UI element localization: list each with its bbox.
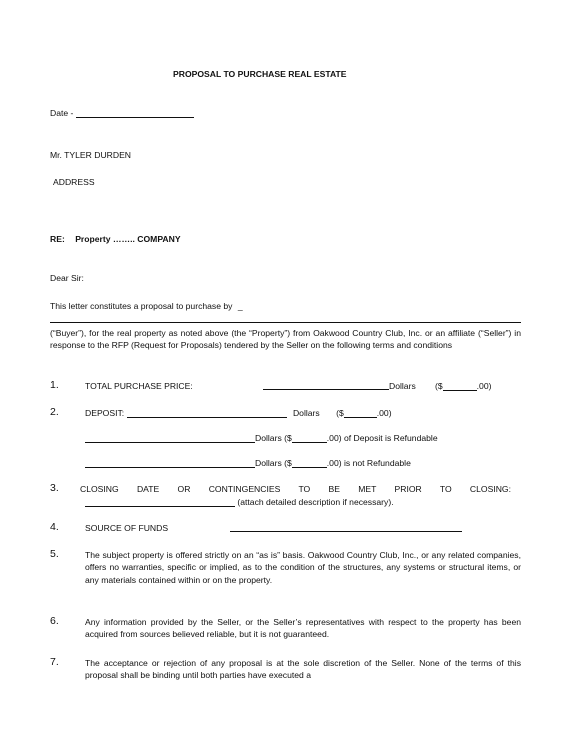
item-1-dollars: Dollars [389, 381, 416, 391]
deposit-words-blank[interactable] [127, 408, 287, 418]
intro-text: This letter constitutes a proposal to purchase by [50, 301, 233, 311]
item-2-paren-close: .00) [376, 408, 392, 418]
nonrefundable-amount-blank[interactable] [292, 458, 327, 468]
salutation: Dear Sir: [50, 273, 84, 283]
nonrefundable-dollars: Dollars ($ [255, 458, 292, 468]
buyer-name-line[interactable] [50, 322, 521, 323]
date-label: Date - [50, 108, 74, 118]
item-7-text: The acceptance or rejection of any proposal is at the sole discretion of the Seller. None of the terms of this proposal shall be binding until both parties have executed a [85, 658, 521, 681]
item-1-label: TOTAL PURCHASE PRICE: [85, 381, 193, 391]
item-2-dollars: Dollars [292, 408, 320, 418]
re-label: RE: [50, 234, 65, 244]
recipient-name: Mr. TYLER DURDEN [50, 150, 132, 160]
item-2-line [85, 408, 392, 418]
item-2-number: 2. [50, 406, 59, 418]
item-4-number: 4. [50, 521, 59, 533]
item-1-number: 1. [50, 379, 59, 391]
date-blank[interactable] [76, 108, 194, 118]
item-4-label: SOURCE OF FUNDS [85, 523, 169, 533]
purchase-price-words-blank[interactable] [263, 380, 389, 390]
refundable-line [85, 433, 438, 443]
buyer-paragraph: (“Buyer”), for the real property as noted above (the “Property”) from Oakwood Country Club, Inc. or an affiliate (“Seller”) in response to the RFP (Request for Proposals) tendered by the Seller on the following terms and conditions [50, 328, 521, 351]
refundable-tail: .00) of Deposit is Refundable [326, 433, 438, 443]
item-5-number: 5. [50, 548, 59, 560]
refundable-dollars: Dollars ($ [255, 433, 292, 443]
nonrefundable-tail: .00) is not Refundable [326, 458, 411, 468]
item-1-amount [435, 381, 491, 391]
item-1-paren-open: ($ [435, 381, 443, 391]
nonrefundable-words-blank[interactable] [85, 458, 255, 468]
item-3-number: 3. [50, 482, 59, 494]
item-6-number: 6. [50, 615, 59, 627]
deposit-amount-blank[interactable] [344, 408, 377, 418]
refundable-words-blank[interactable] [85, 433, 255, 443]
refundable-amount-blank[interactable] [292, 433, 327, 443]
nonrefundable-line [85, 458, 411, 468]
item-2-paren-open: ($ [336, 408, 344, 418]
closing-blank[interactable] [85, 497, 235, 507]
source-of-funds-blank[interactable] [230, 522, 462, 532]
re-text: Property …….. COMPANY [75, 234, 181, 244]
date-line [50, 108, 194, 118]
item-7-number: 7. [50, 656, 59, 668]
item-3-label: CLOSING DATE OR CONTINGENCIES TO BE MET PRIOR TO CLOSING: [80, 484, 511, 494]
item-1-paren-close: .00) [476, 381, 492, 391]
item-5-text: The subject property is offered strictly on an “as is” basis. Oakwood Country Club, Inc., or any related companies, offers no warranties, specific or implied, as to the condition of the structures, any systems or structural items, or any materials contained within or on the property. [85, 550, 521, 585]
purchase-price-amount-blank[interactable] [443, 381, 477, 391]
recipient-address: ADDRESS [53, 177, 95, 187]
re-line [50, 234, 181, 244]
item-6-text: Any information provided by the Seller, or the Seller’s representatives with respect to the property has been acquired from sources believed reliable, but it is not guaranteed. [85, 617, 521, 640]
item-3-note-line [85, 497, 394, 507]
item-3-note: (attach detailed description if necessary). [237, 497, 394, 507]
intro-line [50, 301, 243, 311]
item-2-label: DEPOSIT: [85, 408, 125, 418]
intro-blank: _ [237, 301, 243, 311]
page-title: PROPOSAL TO PURCHASE REAL ESTATE [173, 69, 347, 79]
